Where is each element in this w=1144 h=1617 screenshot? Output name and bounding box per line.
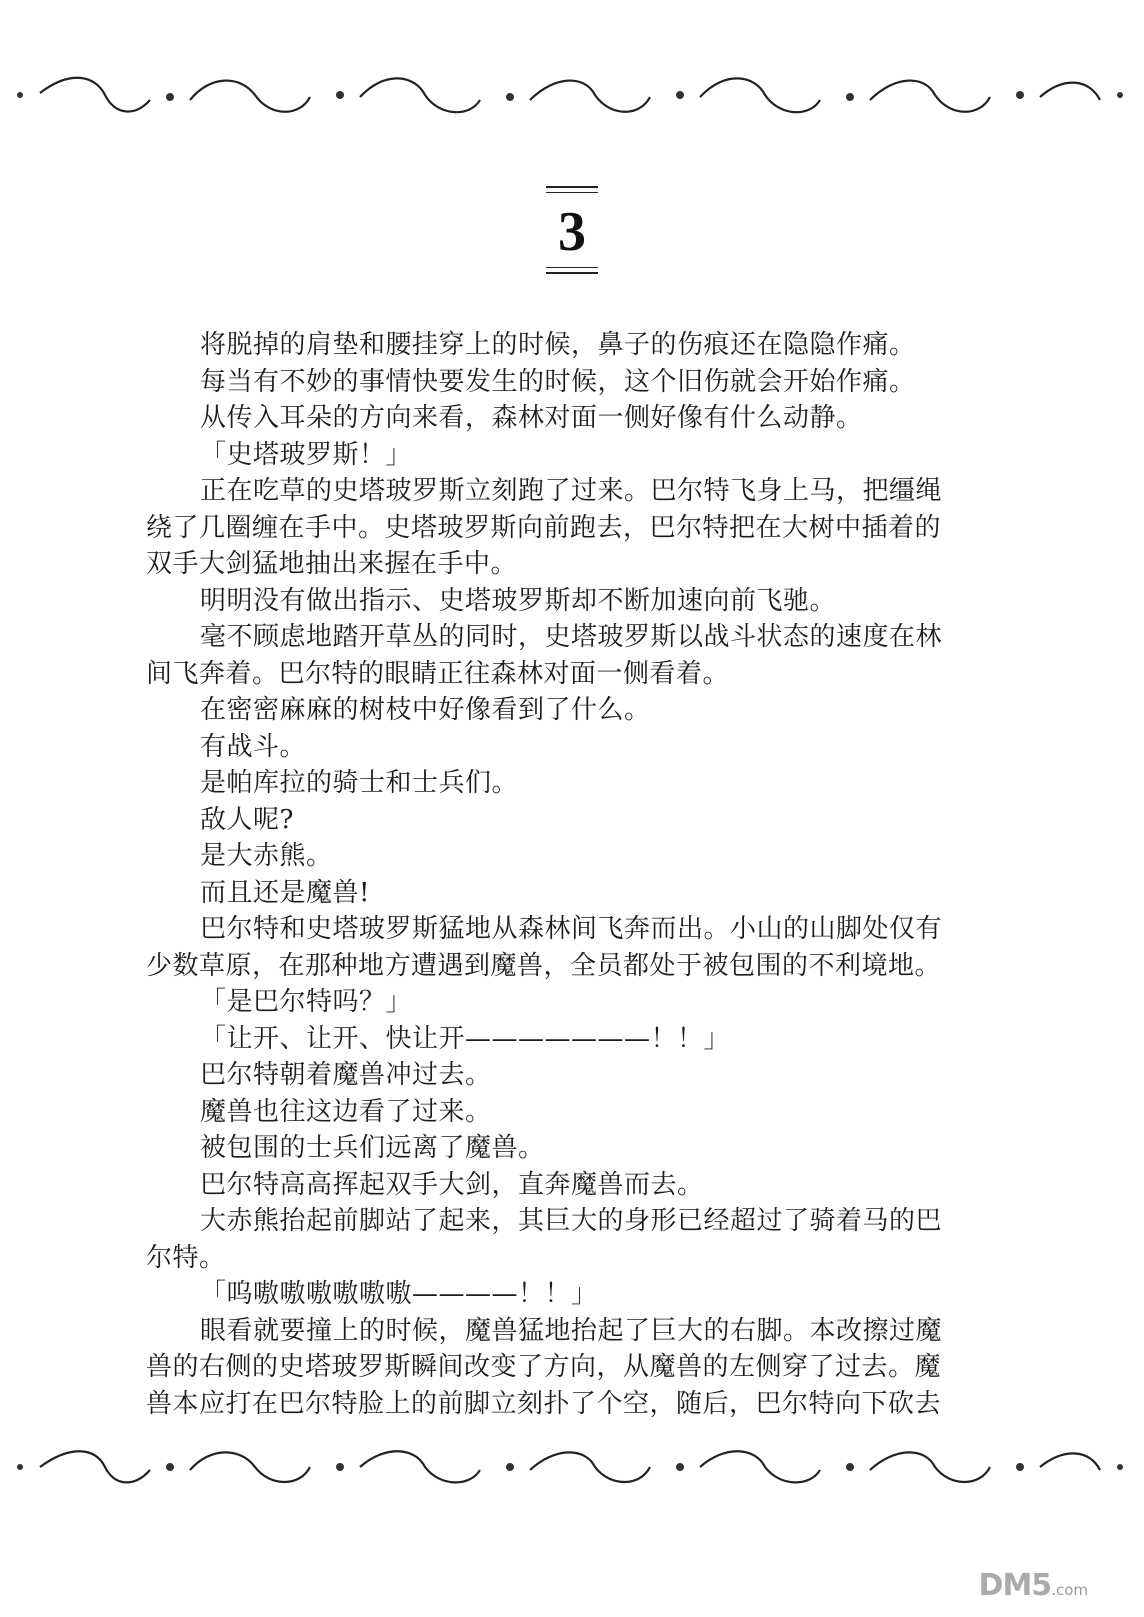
paragraph: 而且还是魔兽! bbox=[200, 877, 370, 908]
paragraph: 巴尔特朝着魔兽冲过去。 bbox=[200, 1060, 492, 1090]
bottom-ornamental-border bbox=[0, 1425, 1144, 1505]
site-watermark bbox=[979, 1568, 1088, 1603]
paragraph: 有战斗。 bbox=[200, 731, 307, 762]
paragraph: 魔兽也往这边看了过来。 bbox=[200, 1096, 492, 1127]
chapter-rule-top-thin bbox=[546, 192, 598, 193]
watermark-brand: DM5 bbox=[978, 1568, 1052, 1603]
paragraph: 敌人呢? bbox=[200, 804, 294, 835]
chapter-rule-bottom bbox=[546, 272, 598, 274]
paragraph: 每当有不妙的事情快要发生的时候，这个旧伤就会开始作痛。 bbox=[200, 366, 916, 397]
paragraph: 「让开、让开、快让开———————！！」 bbox=[200, 1023, 731, 1054]
paragraph: 眼看就要撞上的时候，魔兽猛地抬起了巨大的右脚。本改擦过魔兽的右侧的史塔玻罗斯瞬间改变了方向，从魔兽的左侧穿了过去。魔兽本应打在巴尔特脸上的前脚立刻扑了个空，随后，巴尔特向下砍去 bbox=[146, 1315, 943, 1419]
body-text bbox=[146, 327, 966, 1422]
paragraph: 在密密麻麻的树枝中好像看到了什么。 bbox=[200, 695, 651, 725]
paragraph: 正在吃草的史塔玻罗斯立刻跑了过来。巴尔特飞身上马，把缰绳绕了几圈缠在手中。史塔玻罗斯向前跑去，巴尔特把在大树中插着的双手大剑猛地抽出来握在手中。 bbox=[146, 476, 943, 579]
paragraph: 是大赤熊。 bbox=[200, 841, 333, 871]
paragraph: 将脱掉的肩垫和腰挂穿上的时候，鼻子的伤痕还在隐隐作痛。 bbox=[200, 330, 916, 360]
paragraph: 巴尔特和史塔玻罗斯猛地从森林间飞奔而出。小山的山脚处仅有少数草原，在那种地方遭遇到魔兽，全员都处于被包围的不利境地。 bbox=[146, 914, 943, 981]
paragraph: 被包围的士兵们远离了魔兽。 bbox=[200, 1133, 545, 1163]
paragraph: 是帕库拉的骑士和士兵们。 bbox=[200, 768, 519, 798]
chapter-rule-top bbox=[546, 186, 598, 188]
paragraph: 「是巴尔特吗？」 bbox=[200, 987, 413, 1017]
chapter-heading bbox=[522, 186, 622, 278]
paragraph: 明明没有做出指示、史塔玻罗斯却不断加速向前飞驰。 bbox=[200, 585, 837, 616]
paragraph: 大赤熊抬起前脚站了起来，其巨大的身形已经超过了骑着马的巴尔特。 bbox=[146, 1206, 943, 1273]
paragraph: 从传入耳朵的方向来看，森林对面一侧好像有什么动静。 bbox=[200, 403, 863, 433]
paragraph: 毫不顾虑地踏开草丛的同时，史塔玻罗斯以战斗状态的速度在林间飞奔着。巴尔特的眼睛正往森林对面一侧看着。 bbox=[146, 622, 943, 689]
paragraph: 「呜嗷嗷嗷嗷嗷嗷————！！」 bbox=[200, 1279, 598, 1309]
watermark-suffix: .com bbox=[1051, 1581, 1088, 1599]
paragraph: 巴尔特高高挥起双手大剑，直奔魔兽而去。 bbox=[200, 1169, 704, 1200]
paragraph: 「史塔玻罗斯！」 bbox=[200, 439, 413, 470]
chapter-number: 3 bbox=[558, 201, 586, 263]
top-ornamental-border bbox=[0, 55, 1144, 135]
chapter-rule-bottom-thin bbox=[546, 267, 598, 268]
